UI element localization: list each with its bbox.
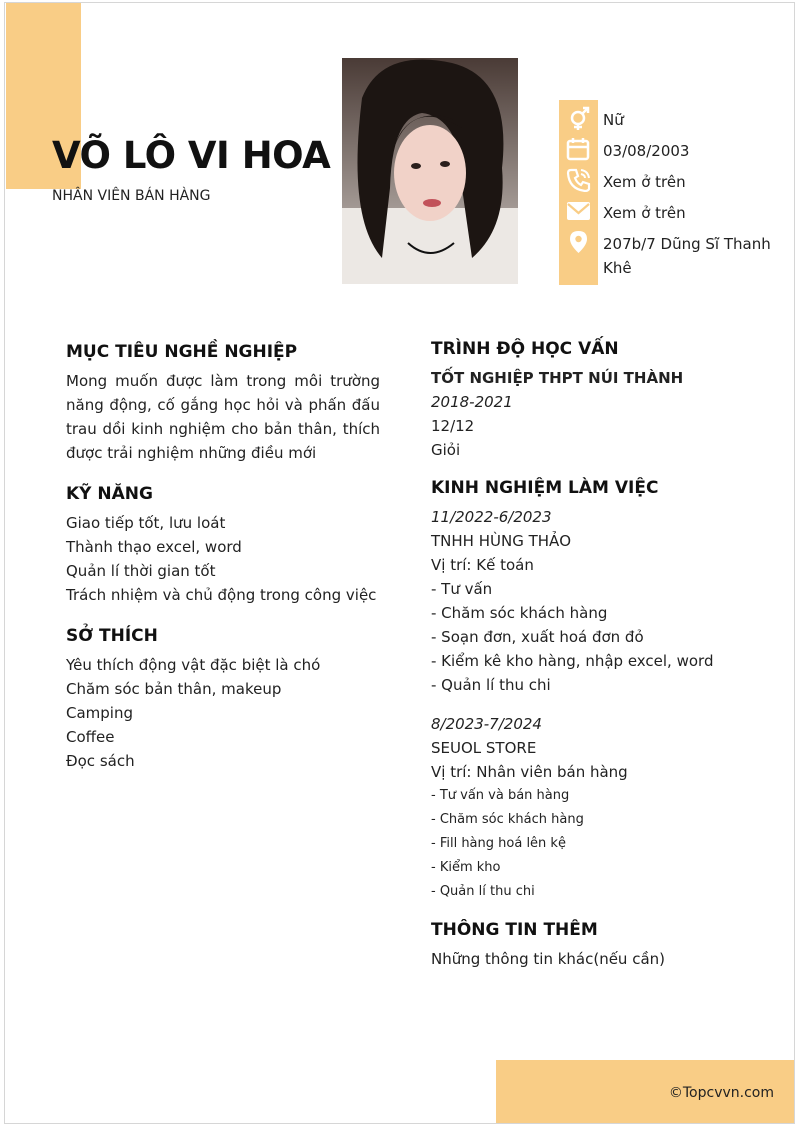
phone-icon — [566, 168, 592, 192]
contact-birthday — [559, 135, 789, 163]
objective-title: MỤC TIÊU NGHỀ NGHIỆP — [66, 342, 298, 362]
hobby-item: Yêu thích động vật đặc biệt là chó — [66, 656, 321, 674]
hobby-item: Đọc sách — [66, 752, 135, 770]
hobby-item: Camping — [66, 704, 133, 722]
job-period: 8/2023-7/2024 — [431, 715, 542, 733]
calendar-icon — [566, 137, 592, 161]
education-rank: Giỏi — [431, 441, 461, 459]
skill-item: Trách nhiệm và chủ động trong công việc — [66, 586, 377, 604]
job-task: - Fill hàng hoá lên kệ — [431, 836, 566, 851]
job-entry — [431, 712, 771, 904]
job-task: - Quản lí thu chi — [431, 884, 535, 899]
job-task: - Tư vấn và bán hàng — [431, 788, 570, 803]
skill-item: Thành thạo excel, word — [66, 538, 242, 556]
education-school: TỐT NGHIỆP THPT NÚI THÀNH — [431, 369, 684, 387]
contact-birthday-text: 03/08/2003 — [603, 142, 690, 160]
experience-title: KINH NGHIỆM LÀM VIỆC — [431, 478, 659, 498]
job-period: 11/2022-6/2023 — [431, 508, 552, 526]
contact-gender-text: Nữ — [603, 111, 624, 129]
candidate-role: NHÂN VIÊN BÁN HÀNG — [52, 188, 211, 204]
skills-section — [66, 483, 380, 607]
job-task: - Tư vấn — [431, 580, 493, 598]
education-title: TRÌNH ĐỘ HỌC VẤN — [431, 339, 619, 359]
contact-email — [559, 197, 789, 225]
contact-email-text: Xem ở trên — [603, 204, 686, 222]
education-period: 2018-2021 — [431, 393, 513, 411]
job-task: - Chăm sóc khách hàng — [431, 604, 608, 622]
accent-block-bottom — [496, 1060, 795, 1123]
right-column — [431, 338, 771, 971]
contact-phone — [559, 166, 789, 194]
job-task: - Kiểm kho — [431, 860, 501, 875]
job-task: - Quản lí thu chi — [431, 676, 551, 694]
gender-icon — [566, 106, 592, 130]
job-position: Vị trí: Nhân viên bán hàng — [431, 763, 628, 781]
job-task: - Chăm sóc khách hàng — [431, 812, 584, 827]
hobby-item: Chăm sóc bản thân, makeup — [66, 680, 282, 698]
cv-page — [4, 2, 795, 1124]
profile-photo — [342, 58, 518, 284]
hobbies-section — [66, 625, 380, 773]
location-icon — [566, 230, 592, 254]
extra-title: THÔNG TIN THÊM — [431, 920, 598, 940]
candidate-name: VÕ LÔ VI HOA — [52, 134, 331, 177]
copyright-text: ©Topcvvn.com — [668, 1085, 774, 1101]
objective-text: Mong muốn được làm trong môi trường năng động, cố gắng học hỏi và phấn đấu trau dồi kinh nghiệm cho bản thân, thích được trải nghiệm những điều mới — [66, 372, 380, 462]
contact-address-text: 207b/7 Dũng Sĩ Thanh Khê — [603, 235, 771, 277]
hobby-item: Coffee — [66, 728, 115, 746]
job-entry — [431, 505, 771, 697]
job-company: TNHH HÙNG THẢO — [431, 532, 572, 550]
hobbies-title: SỞ THÍCH — [66, 626, 158, 646]
extra-section — [431, 919, 771, 971]
contact-gender — [559, 104, 789, 132]
extra-text: Những thông tin khác(nếu cần) — [431, 950, 666, 968]
skill-item: Giao tiếp tốt, lưu loát — [66, 514, 226, 532]
skill-item: Quản lí thời gian tốt — [66, 562, 216, 580]
objective-section — [66, 341, 380, 465]
contact-address — [559, 228, 789, 278]
job-company: SEUOL STORE — [431, 739, 537, 757]
email-icon — [566, 199, 592, 223]
contact-phone-text: Xem ở trên — [603, 173, 686, 191]
job-task: - Kiểm kê kho hàng, nhập excel, word — [431, 652, 714, 670]
left-column — [66, 341, 380, 773]
experience-section — [431, 477, 771, 904]
skills-title: KỸ NĂNG — [66, 484, 153, 504]
education-grade: 12/12 — [431, 417, 475, 435]
job-task: - Soạn đơn, xuất hoá đơn đỏ — [431, 628, 644, 646]
education-section — [431, 338, 771, 462]
job-position: Vị trí: Kế toán — [431, 556, 534, 574]
